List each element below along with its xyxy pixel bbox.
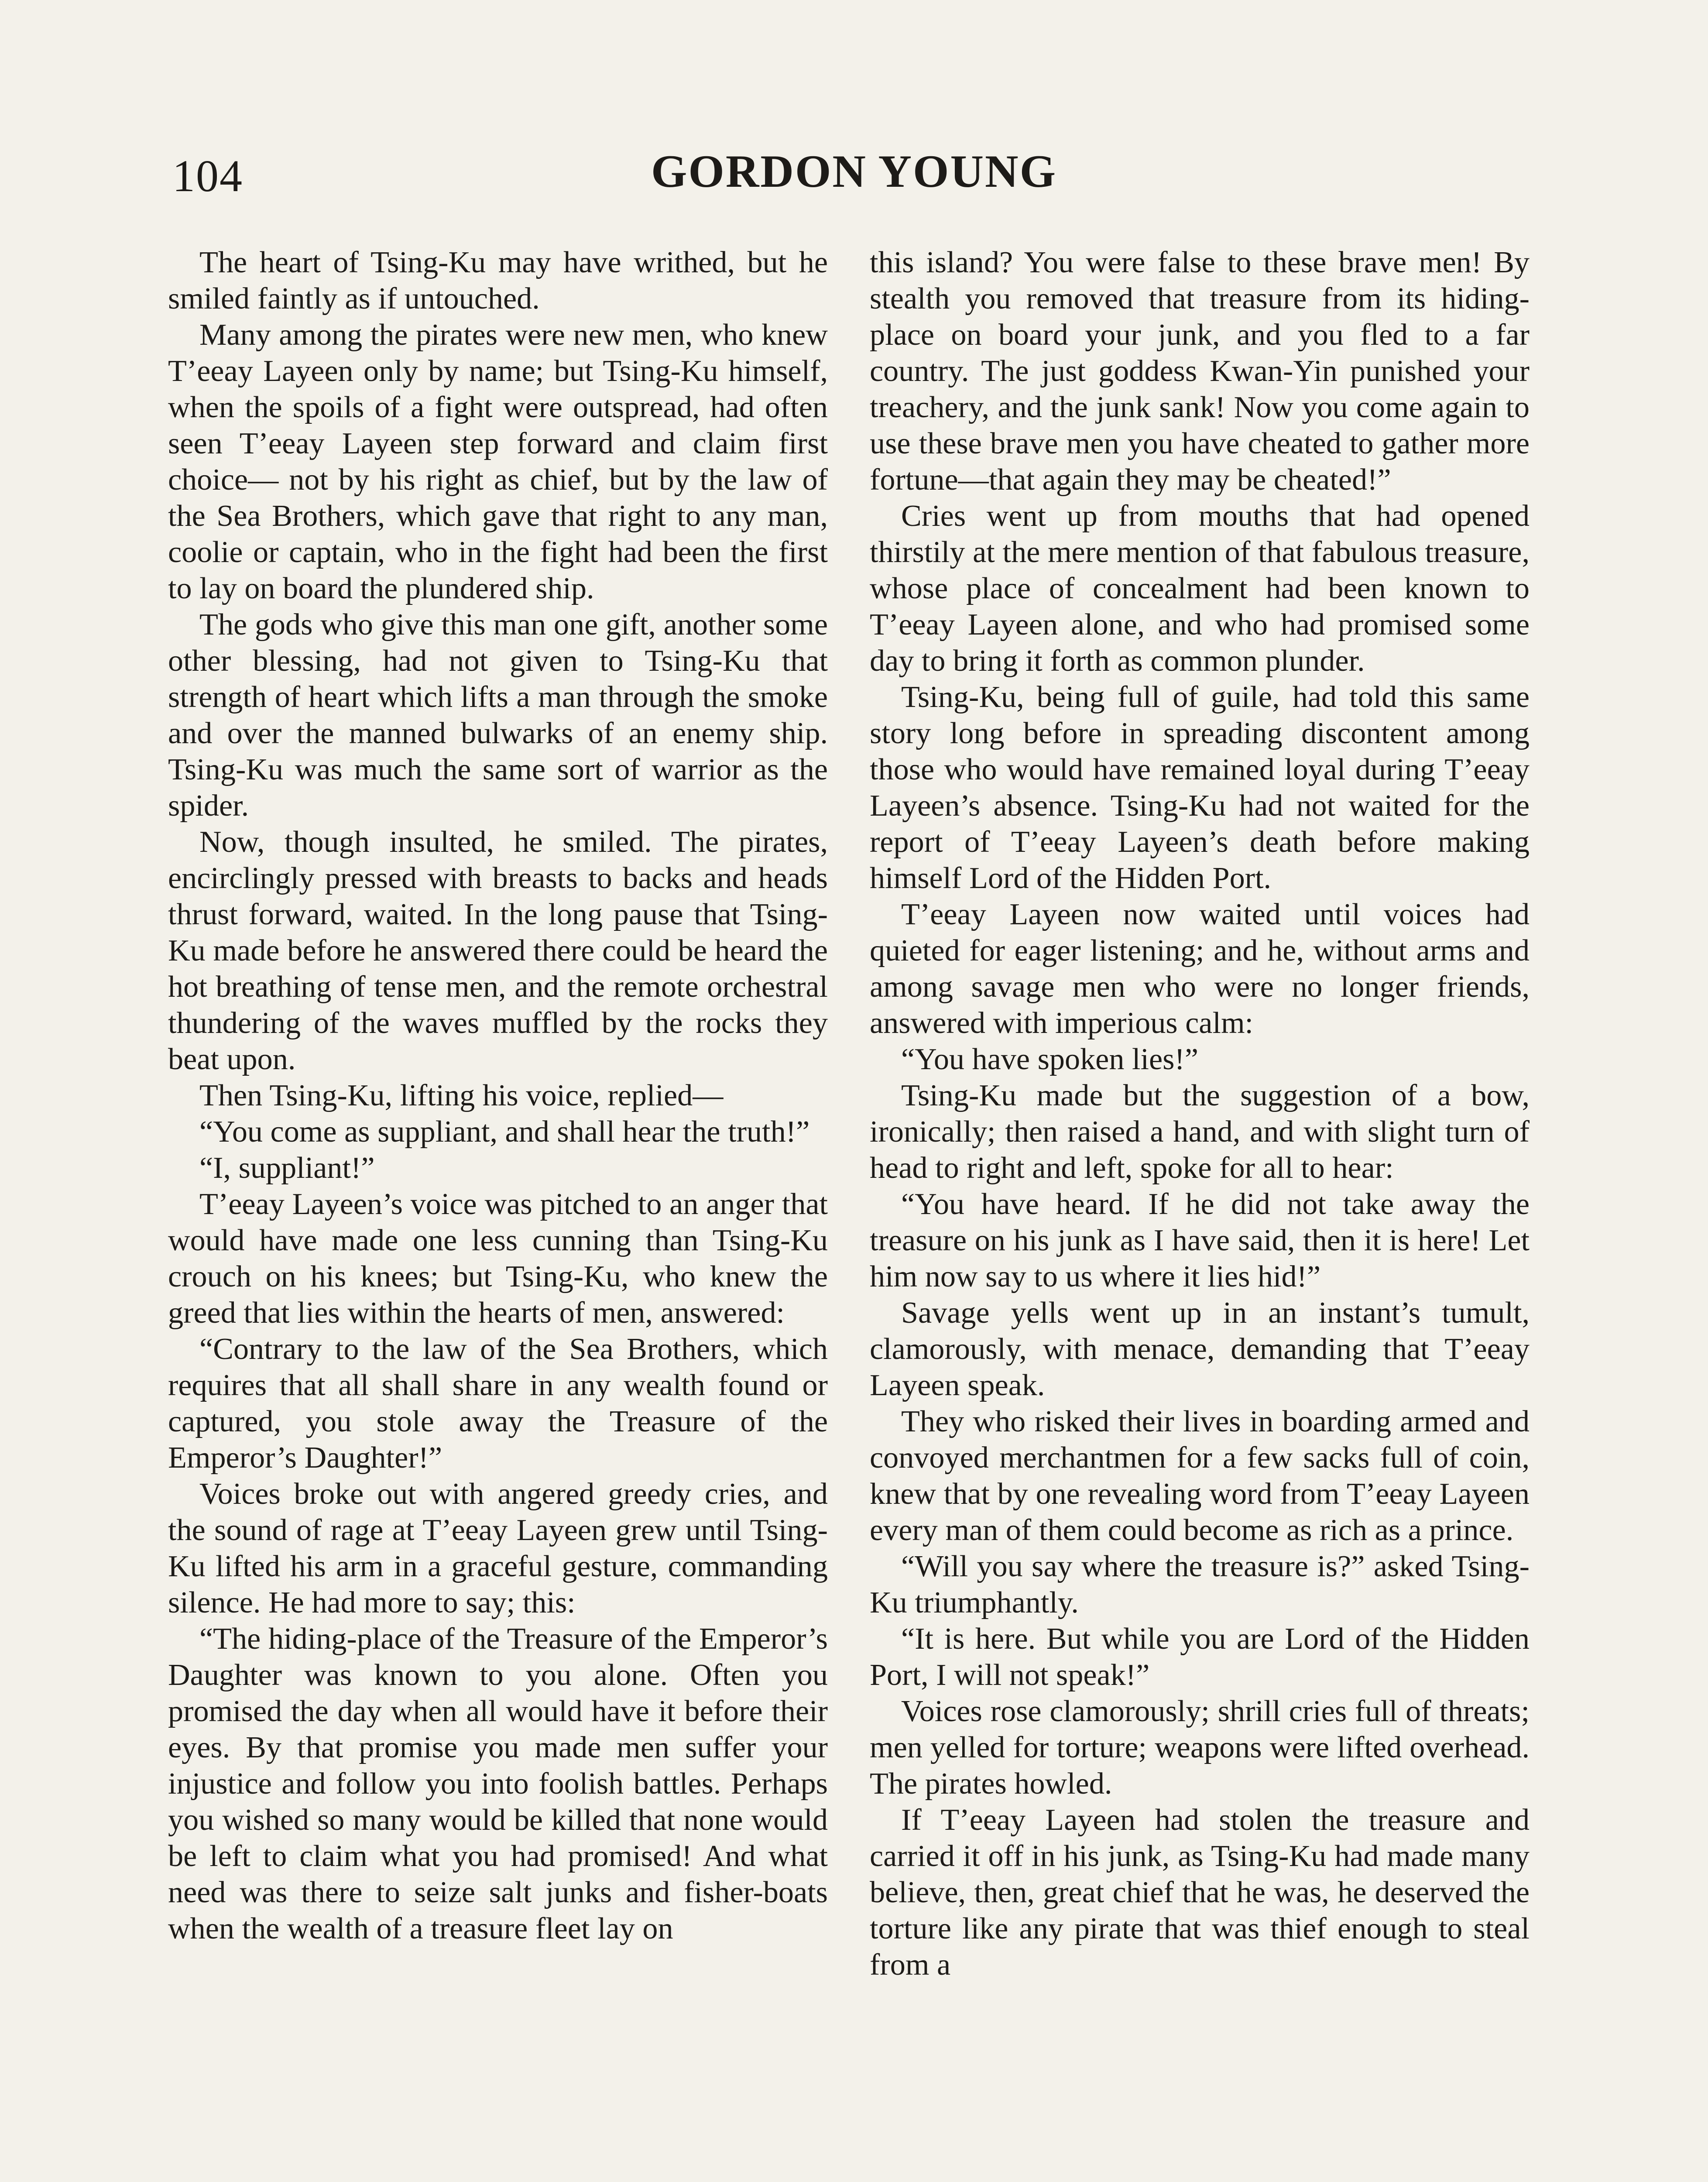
page-number: 104 <box>172 151 243 201</box>
paragraph: Now, though insulted, he smiled. The pirates, encirclingly pressed with breasts to backs and heads thrust forward, waited. In the long pause that Tsing-Ku made before he answered there could be heard the hot breathing of tense men, and the remote orchestral thundering of the waves muffled by the rocks they beat upon. <box>168 825 828 1076</box>
paragraph: Cries went up from mouths that had opened thirstily at the mere mention of that fabulous treasure, whose place of concealment had been known to T’eeay Layeen alone, and who had promised some day to bring it forth as common plunder. <box>870 499 1530 678</box>
right-column <box>870 244 1530 1983</box>
paragraph: “Will you say where the treasure is?” asked Tsing-Ku triumphantly. <box>870 1549 1530 1619</box>
paragraph: Savage yells went up in an instant’s tumult, clamorously, with menace, demanding that T’eeay Layeen speak. <box>870 1296 1530 1402</box>
paragraph: “You have heard. If he did not take away the treasure on his junk as I have said, then it is here! Let him now say to us where it lies hid!” <box>870 1187 1530 1293</box>
running-title: GORDON YOUNG <box>651 146 1057 197</box>
paragraph: The gods who give this man one gift, another some other blessing, had not given to Tsing-Ku that strength of heart which lifts a man through the smoke and over the manned bulwarks of an enemy ship. Tsing-Ku was much the same sort of warrior as the spider. <box>168 607 828 823</box>
paragraph: If T’eeay Layeen had stolen the treasure and carried it off in his junk, as Tsing-Ku had made many believe, then, great chief that he was, he deserved the torture like any pirate that was thief enough to steal from a <box>870 1803 1530 1982</box>
paragraph: “You come as suppliant, and shall hear the truth!” <box>199 1115 810 1149</box>
paragraph: “It is here. But while you are Lord of the Hidden Port, I will not speak!” <box>870 1622 1530 1692</box>
paragraph: The heart of Tsing-Ku may have writhed, but he smiled faintly as if untouched. <box>168 245 828 316</box>
paragraph: Tsing-Ku made but the suggestion of a bow, ironically; then raised a hand, and with slight turn of head to right and left, spoke for all to hear: <box>870 1078 1530 1185</box>
paragraph: “I, suppliant!” <box>199 1151 375 1185</box>
left-column <box>168 244 828 1947</box>
continued-paragraph: this island? You were false to these brave men! By stealth you removed that treasure from its hiding-place on board your junk, and you fled to a far country. The just goddess Kwan-Yin punished your treachery, and the junk sank! Now you come again to use these brave men you have cheated to gather more fortune—that again they may be cheated!” <box>870 245 1530 497</box>
paragraph: Then Tsing-Ku, lifting his voice, replied— <box>199 1078 724 1112</box>
paragraph: Many among the pirates were new men, who knew T’eeay Layeen only by name; but Tsing-Ku himself, when the spoils of a fight were outspread, had often seen T’eeay Layeen step forward and claim first choice— not by his right as chief, but by the law of the Sea Brothers, which gave that right to any man, coolie or captain, who in the fight had been the first to lay on board the plundered ship. <box>168 318 828 605</box>
paragraph: They who risked their lives in boarding armed and convoyed merchantmen for a few sacks full of coin, knew that by one revealing word from T’eeay Layeen every man of them could become as rich as a prince. <box>870 1404 1530 1547</box>
paragraph: Tsing-Ku, being full of guile, had told this same story long before in spreading discontent among those who would have remained loyal during T’eeay Layeen’s absence. Tsing-Ku had not waited for the report of T’eeay Layeen’s death before making himself Lord of the Hidden Port. <box>870 680 1530 895</box>
paragraph: “Contrary to the law of the Sea Brothers, which requires that all shall share in any wealth found or captured, you stole away the Treasure of the Emperor’s Daughter!” <box>168 1332 828 1475</box>
paragraph: Voices rose clamorously; shrill cries full of threats; men yelled for torture; weapons were lifted overhead. The pirates howled. <box>870 1694 1530 1801</box>
paragraph: T’eeay Layeen now waited until voices had quieted for eager listening; and he, without arms and among savage men who were no longer friends, answered with imperious calm: <box>870 897 1530 1040</box>
paragraph: “The hiding-place of the Treasure of the Emperor’s Daughter was known to you alone. Often you promised the day when all would have it before their eyes. By that promise you made men suffer your injustice and follow you into foolish battles. Perhaps you wished so many would be killed that none would be left to claim what you had promised! And what need was there to seize salt junks and fisher-boats when the wealth of a treasure fleet lay on <box>168 1622 828 1945</box>
paragraph: T’eeay Layeen’s voice was pitched to an anger that would have made one less cunning than Tsing-Ku crouch on his knees; but Tsing-Ku, who knew the greed that lies within the hearts of men, answered: <box>168 1187 828 1330</box>
paragraph: Voices broke out with angered greedy cries, and the sound of rage at T’eeay Layeen grew until Tsing-Ku lifted his arm in a graceful gesture, commanding silence. He had more to say; this: <box>168 1477 828 1619</box>
paragraph: “You have spoken lies!” <box>901 1042 1198 1076</box>
